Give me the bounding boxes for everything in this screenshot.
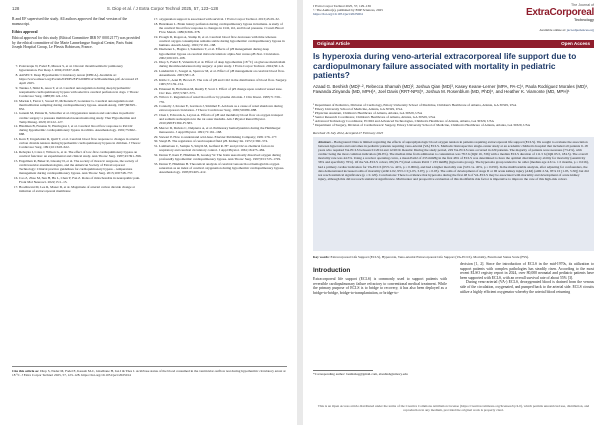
- reference-item: 31. Lambertsen C, Semple S, Smyth M, Gelfand R. H+ and pCO2 as chemical factors in respiratory and cerebral circulatory control. J Appl Physiol. 1961;16:473–484.: [159, 144, 287, 152]
- reference-item: 28. Mercer D, Dubois C, Delpierre A, et al. Pulmonary hemodynamics during the Hamburger manoeuvre. J Appl Physiol. 1991;71:161–168.: [159, 126, 287, 134]
- ethics-heading: Ethics approval: [12, 30, 38, 34]
- abstract-text: Background: Data is limited regarding the effects of supraphysiologic blood oxygen tension in patients requiring extracorporeal life support (ECLS). We sought to evaluate the association between hyperoxia and outcomes in pediatric patients requiring veno-arterial (VA) ECLS. Methods: Retrospective single-center study at an academic children's hospital that included all patients 0–18 years who required VA-ECLS between 01/2014 and 12/2019. Results: During the study period, 229 VA-ECLS runs occurred in 229 patients. The majority of patients were neonates (73.4%), with cardiac being the most common indication (49.9%). The median time from admission to cannulation was 78.5 h (IQR 16, 336) with a median ECLS duration of 111.5 h (IQR 65.5, 184.5). The overall mortality rate was 44.5%. Using a receiver operating curve, a mean PaO2 of 233 mmHg in the first 48 h of ECLS was determined to have the optimal discriminatory ability for mortality (sensitivity 36% and specificity 76%). Of the VA-ECLS cohort, 68 (29.7%) had a mean PaO2 > 233 mmHg (hyperoxia group). The hyperoxia group tended to be older (median age 4.6 vs. 1.5 months, p = 0.016), had a primary cardiac indication for VA-ECLS (65% vs. 44%, p = 0.0004), and had a higher mortality rate (54% vs. 40%, p = 0.050). In the multivariable analysis, after adjusting for confounders, the data demonstrated increased odds of mortality (aOR 2.02, 95% CI [1.05, 3.97], p = 0.03). The odds of development of stage II or III acute kidney injury (AKI) (aOR 2.54, 95% CI [1.05, 5.50]) but did not reach statistical significance (p = 0.120). Conclusions: There is evidence that hyperoxia during the first 48 h of VA-ECLS may be associated with mortality and development of acute kidney injury, although this did not reach statistical significance. Multicenter and prospective evaluation of this modifiable risk factor is imperative to improve the care of this high-risk cohort.: [318, 140, 589, 181]
- logo-suffix: Technology: [574, 18, 594, 22]
- reference-item: 11. Ganesh M, Painter R, Schreiber et al. Oxygenation tension and outcomes in pediatric cardiac surgery: a pressure multimodal neuromonitoring study. Ther Hypothermia and Temp Manag. 2020;10:122–127.: [19, 111, 142, 123]
- reference-item: 14. Rebeyka I, Coles J, Wilson G, et al. The effect of low-flow cardiopulmonary bypass on cerebral function: an experimental and clinical study. Ann Thorac Surg. 1987;43:391–396.: [19, 150, 142, 158]
- doi-link[interactable]: https://doi.org/10.1051/ject/2025004: [313, 12, 363, 17]
- footnote-divider: [313, 370, 373, 371]
- availability: [518, 28, 594, 32]
- cite-block: [12, 369, 287, 377]
- reference-item: 17. oxygenation support is associated with survival. J Extra Corpor Technol. 2013;45:29–32.: [159, 17, 287, 21]
- available-at: Available online at:: [539, 28, 566, 32]
- reference-item: 22. Lundström C, Sougal A, Sparrow M, et al. Effect of pH management on cerebral blood flow. Anaesthesia. 2003;58:1–8.: [159, 69, 287, 77]
- right-page: [303, 0, 600, 425]
- reference-item: 23. Kittle C, Aoki H, Brown E. The role of pH and CO2 in the distribution of blood flow. Surgery. 1965;57:139–154.: [159, 78, 287, 86]
- reference-item: 33. Dexter F, Hindman B. Theoretical analysis of cerebral venous blood hemoglobin oxygen saturation as an index of cerebral oxygenation during hypothermic cardiopulmonary bypass. Anesthesiology. 1995;83:405–412.: [159, 162, 287, 174]
- reference-item: 30. Siesjö B. The regulation of cerebrospinal fluid pH. Kidney Int. 1972;1:360–374.: [159, 139, 287, 143]
- references-col-1: [12, 64, 142, 364]
- reference-item: 10. Mackie I, Farrar J, Sweed W, McKenzie F, Gonzalez G. Cerebral autoregulation and thermodilution sampling during cardiopulmonary bypass. Anesth Analg. 1987;66:825–832.: [19, 99, 142, 111]
- intro-col-2-p1: decision [1, 2]. Since the introduction of ECLS in the mid-1970s, its utilization to support patients with complex pathologies has steadily risen. According to the most recent ELSO registry report in 2024, over 80,000 neonatal and pediatric patients have been supported with ECLS, with an overall survival rate of about 55% [3].: [460, 262, 594, 280]
- reference-item: 21. Diop S, Fadel E, Valentin P, et al. Effect of deep hypothermia (18 °C) on glucose metabolism during thromboendarterectomy surgery: A pilot study. J Extra Corpor Technol. 2024;56:1–6.: [159, 60, 287, 68]
- reference-item: 9. Tanaka J, Shiki K, Asou T, et al. Cerebral autoregulation during deep hypothermic nonpulsatile cardiopulmonary bypass with selective cerebral perfusion in dogs. J Thorac Cardiovasc Surg. 1988;95:124–132.: [19, 86, 142, 98]
- journal-info: [313, 4, 463, 16]
- affiliation-item: ³ Physician Assistant, Children's Healthcare of Atlanta, Atlanta, GA 30329, USA: [313, 111, 423, 116]
- keywords: [313, 255, 594, 259]
- page-number: 128: [12, 6, 20, 11]
- keywords-text: Extracorporeal Life Support (ECLS), Hyperoxia, Veno-arterial Extracorporeal Life Support (VA-ECLS), Mortality, Functional Status Scale (FSS).: [330, 255, 529, 259]
- reference-item: 15. Engelman R, Baker R, Likosky D, et al. The society of thoracic surgeons, the society of cardiovascular anesthesiologists, and the American Society of ExtraCorporeal Technology: Clinical practice guidelines for cardiopulmonary bypass – temperature management during cardiopulmonary bypass. Ann Thorac Surg. 2015;100:748–757.: [19, 159, 142, 175]
- reference-item: 25. Wilcox C. Regulation of renal blood flow by plasma chloride. J Clin Invest. 1983;71:726–735.: [159, 95, 287, 103]
- journal-logo: [518, 3, 594, 22]
- intro-col-2: [460, 262, 594, 294]
- corresponding-author: *Corresponding author: beshishag@gmail.com, abeshish@emory.edu: [313, 372, 408, 376]
- affiliation-item: ⁵ Advanced Technology Coordinator, ECMO and Advanced Technologies, Children's Healthcare of Atlanta, Atlanta, GA 30329, USA: [313, 119, 494, 124]
- references-col-2: [152, 17, 287, 362]
- affiliation-item: ² Emory University School of Medicine, Atlanta, GA 30329, USA: [313, 107, 403, 112]
- intro-col-2-p2: During veno-arterial (VA-) ECLS, deoxygenated blood is drained from the venous side of the circulation, oxygenated, and pumped back to the arterial side. ECLS circuits utilize a highly efficient oxygenator whereby the arterial blood returning: [460, 280, 594, 294]
- intro-col-1: Extracorporeal life support (ECLS) is commonly used to support patients with reversible cardiopulmonary failure refractory to conventional medical treatment. While the primary purpose of ECLS is to bridge to recovery, it has also been deployed as a bridge-to-bridge, bridge-to-transplantation, or bridge-to-: [313, 277, 447, 295]
- reference-item: 8. AmSECT. Deep Hypothermic Circulatory Arrest (DHCA). Available at: https://www.amsect.org/Portals/0/PDFs/EP%20DHCA%20Guidelines.pdf. Accessed 23 April 2025.: [19, 73, 142, 85]
- reference-item: 24. Emanuel D, Holtzman M, Ruddy F, Scott J. Effect of pH change upon cerebral vessel tone. Circ Res. 1957;5:567–573.: [159, 87, 287, 95]
- affiliation-item: ¹ Department of Pediatrics, Division of Cardiology, Emory University School of Medicine, Children's Healthcare of Atlanta, Atlanta, GA 30329, USA: [313, 103, 517, 107]
- intro-text: R and EF supervised the study. All authors approved the final version of the manuscript.: [12, 17, 128, 26]
- affiliations: [313, 103, 594, 128]
- abstract-box: [313, 137, 594, 251]
- divider: [12, 366, 287, 367]
- reference-item: 20. Duebener L, Hagino I, Sakamoto T, et al. Effects of pH management during deep hypothermic bypass on cerebral microcirculation: alpha-Stat versus pH-Stat. Circulation. 2002;106:103–108.: [159, 47, 287, 59]
- article-type: Original Article: [317, 41, 350, 47]
- reference-item: 17. Boodhwani M, Lee R, Mazer D, et al. Magnitude of arterial carbon dioxide change at initiation of extracorporeal membrane: [19, 185, 142, 193]
- reference-item: 27. Chen J, Edwards A, Layton A. Effects of pH and medullary blood flow on oxygen transport and sodium reabsorption in the rat outer medulla. Am J Physiol Renal Physiol. 2010;298:F1369–F1383.: [159, 113, 287, 125]
- reference-item: 29. Stewart P. How to understand acid-base. Elsevier Publishing Company; 1981:176–177.: [159, 135, 287, 139]
- reference-item: 19. Prough D, Rogers A, Stump D, et al. Cerebral blood flow decreases with time whereas cerebral oxygen consumption remains stable during hypothermic cardiopulmonary bypass in humans. Anesth Analg. 1991;72:161–168.: [159, 35, 287, 47]
- keywords-label: Key words:: [313, 255, 330, 259]
- logo-name: ExtraCorporeal: [525, 7, 594, 18]
- open-access-badge: Open Access: [561, 41, 590, 47]
- author-list: Azaad G. Beshish (MD)¹·², Rebecca Shamah (MD)², Joshua Qian (MD)³, Kasey Keane-Lerner (MPA, PA-C)¹, Paola Rodriguez Morales (MD)¹, Fawanda Zinyandu (MD, MPH)⁴, Joel Davis (RRT-NPS)⁵, Joshua M. Rosenblum (MD, PhD)⁶, and Heather K. Viamonte (MD, MPH)¹: [313, 84, 589, 95]
- running-header: S. Diop et al. / J Extra Corpor Technol 2025, 57, 123–128: [106, 6, 219, 11]
- reference-item: 26. Connolly J, Kroner E, Garrison J, Stimmel E. Acidosis as a cause of renal shutdown during extracorporeal circulation. J Thorac Cardiovasc Surg. 1965;50:680–688.: [159, 104, 287, 112]
- affiliation-item: ⁴ Senior Research Coordinator, Children's Healthcare of Atlanta, Atlanta, GA 30329, USA: [313, 115, 436, 120]
- reference-item: 12. Hindman B, Funatsu N, Harrington J, et al. Cerebral blood flow response to PaCO2 during hypothermic cardiopulmonary bypass in rabbits. Anesthesiology. 1991;75:662–668.: [19, 124, 142, 136]
- cite-text: Diop S, Nader M, Fadel E, Kessab M-C, Ghadbane H, Ion I & Thes J. Acid/base status of the blood consumed in the ventricular outflow test during hypothermic circulatory arrest at 18 °C. J Extra Corpor Technol 2025, 57, 123–128. https://doi.org/10.1051/ject/2025014: [12, 369, 286, 378]
- introduction-heading: Introduction: [313, 267, 351, 274]
- journal-ref: J Extra Corpor Technol 2025, 57, 129–136: [313, 4, 371, 8]
- reference-item: 7. Polavarapu N, Fadel E, Mussot S, et al. Chronic thromboembolic pulmonary hypertension. Eur Resp J. 2004;23:637–648.: [19, 64, 142, 72]
- journal-url[interactable]: ject.edpsciences.org: [566, 28, 594, 32]
- article-type-bar: [313, 40, 594, 48]
- article-title: Is hyperoxia during veno-arterial extracorporeal life support due to cardiopulmonary failure associated with mortality in pediatric patients?: [313, 51, 577, 81]
- affiliation-item: ⁶ Department of Surgery, Division of Cardiothoracic Surgery, Emory University School of Medicine, Children's Healthcare of Atlanta, Atlanta, GA 30329, USA: [313, 123, 531, 128]
- ethics-text: Ethical approval for this study (Ethical Committee IRB N° 00012177) was provided by the ethical committee of the Marie Lannelongue Surgical Center, Paris Saint Joseph Hospital Group, Le Plessis Robinson, France.: [12, 36, 140, 50]
- abstract-label: Abstract –: [318, 140, 334, 144]
- received-accepted: Received 16 July 2024, Accepted 27 February 2025: [313, 131, 384, 135]
- license-footer: This is an Open Access article distributed under the terms of the Creative Commons Attribution License (https://creativecommons.org/licenses/by/4.0), which permits unrestricted use, distribution, and reproduction in any medium, provided the original work is properly cited.: [317, 404, 590, 413]
- reference-item: 32. Dexter F, Kern F, Hindman B, Greeley W. The brain uses mostly dissolved oxygen during profoundly hypothermic cardiopulmonary bypass. Ann Thorac Surg. 1997;63:1725–1729.: [159, 153, 287, 161]
- reference-item: 18. Henriksen L. Brain luxury perfusion during cardiopulmonary bypass in humans. A study of the cerebral blood flow response to changes in CO2, O2, and blood pressure. J Cereb Blood Flow Metab. 1986;6:366–378.: [159, 22, 287, 34]
- cite-label: Cite this article as:: [12, 369, 40, 373]
- logo-prefix: The Journal of: [571, 3, 594, 7]
- copyright: © The Author(s), published by EDP Sciences, 2025: [313, 8, 383, 13]
- reference-item: 13. Kern F, Ungerleider R, Quill T, et al. Cerebral blood flow response to changes in arterial carbon dioxide tension during hypothermic cardiopulmonary bypass in children. J Thorac Cardiovasc Surg. 1991;101:618–622.: [19, 137, 142, 149]
- left-page: [0, 0, 297, 425]
- reference-item: 16. Cao Z, Zhao M, Sun H, Hu L, Chen Y, Fan Z. Roles of mitochondria in neuropathic pain. Front Mol Neurosci. 2022;15:1–13.: [19, 176, 142, 184]
